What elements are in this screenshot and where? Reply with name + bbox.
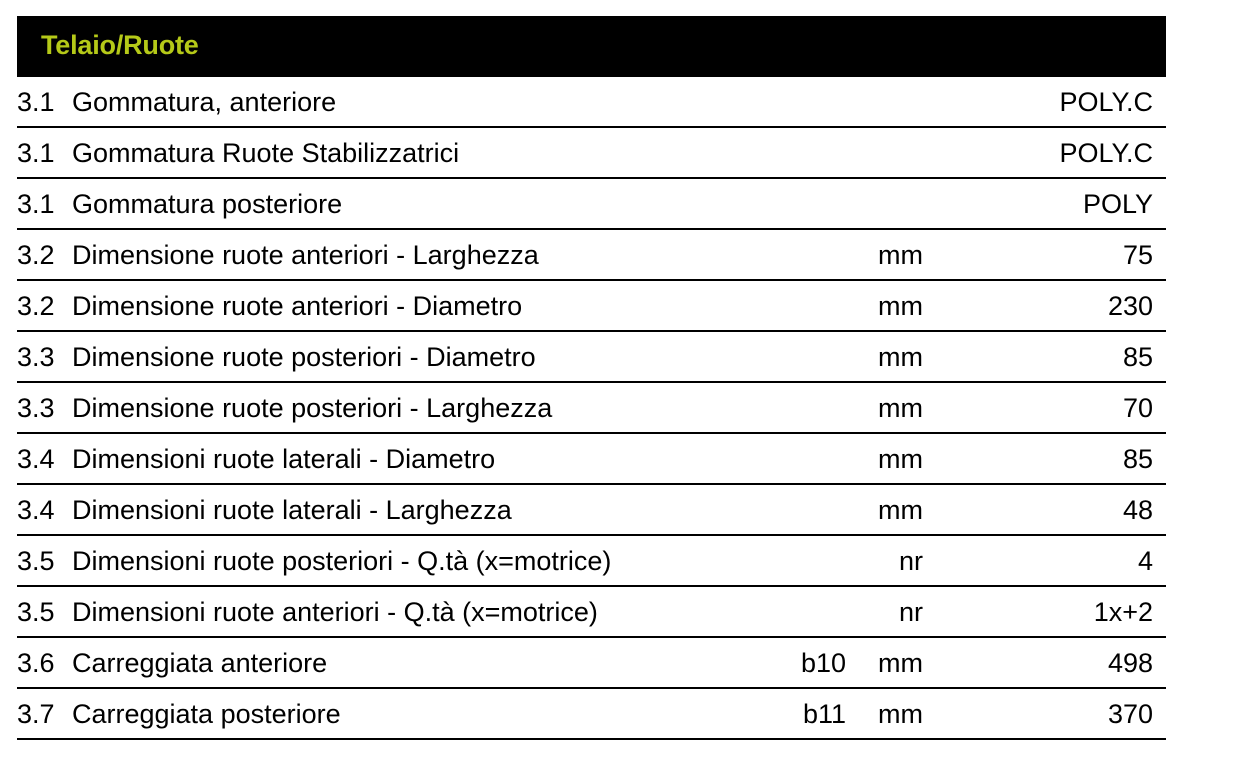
row-unit: mm [878,342,923,372]
row-number: 3.4 [17,495,55,525]
row-value: 230 [1107,291,1153,321]
row-value: POLY.C [1059,138,1153,168]
table-row [17,281,1166,332]
row-number: 3.2 [17,240,55,270]
table-row [17,689,1166,740]
row-number: 3.3 [17,342,55,372]
row-unit: mm [878,240,923,270]
row-label: Dimensioni ruote laterali - Larghezza [72,495,512,525]
row-unit: mm [878,648,923,678]
row-value: POLY [1082,189,1153,219]
row-number: 3.4 [17,444,55,474]
row-value: 498 [1107,648,1153,678]
row-label: Dimensione ruote anteriori - Larghezza [72,240,539,270]
row-label: Dimensione ruote posteriori - Larghezza [72,393,553,423]
row-number: 3.1 [17,189,55,219]
table-row [17,638,1166,689]
table-row [17,587,1166,638]
row-label: Dimensioni ruote anteriori - Q.tà (x=motrice) [72,597,598,627]
section-title: Telaio/Ruote [41,30,199,60]
table-row [17,128,1166,179]
row-unit: mm [878,699,923,729]
row-code: b11 [802,699,846,729]
row-value: 48 [1122,495,1153,525]
table-row [17,179,1166,230]
row-unit: nr [898,597,923,627]
row-value: 85 [1122,342,1153,372]
table-row [17,77,1166,128]
row-number: 3.3 [17,393,55,423]
row-value: 1x+2 [1093,597,1153,627]
row-label: Gommatura posteriore [72,189,343,219]
table-row [17,485,1166,536]
row-number: 3.5 [17,597,55,627]
row-label: Gommatura, anteriore [72,87,337,117]
table-row [17,332,1166,383]
row-label: Dimensioni ruote posteriori - Q.tà (x=motrice) [72,546,612,576]
row-value: 85 [1122,444,1153,474]
row-label: Dimensioni ruote laterali - Diametro [72,444,496,474]
row-value: 70 [1122,393,1153,423]
spec-table [17,16,1166,740]
row-number: 3.6 [17,648,55,678]
row-value: 75 [1122,240,1153,270]
row-unit: mm [878,444,923,474]
row-label: Gommatura Ruote Stabilizzatrici [72,138,460,168]
row-number: 3.7 [17,699,55,729]
table-row [17,383,1166,434]
row-label: Dimensione ruote anteriori - Diametro [72,291,523,321]
row-number: 3.1 [17,138,55,168]
table-row [17,536,1166,587]
table-row [17,434,1166,485]
row-unit: mm [878,291,923,321]
row-label: Carreggiata posteriore [72,699,341,729]
row-code: b10 [800,648,846,678]
row-value: 370 [1107,699,1153,729]
row-unit: nr [898,546,923,576]
row-number: 3.1 [17,87,55,117]
row-label: Carreggiata anteriore [72,648,328,678]
row-unit: mm [878,393,923,423]
row-number: 3.2 [17,291,55,321]
table-row [17,230,1166,281]
section-header [17,16,1166,77]
row-value: POLY.C [1059,87,1153,117]
row-unit: mm [878,495,923,525]
row-number: 3.5 [17,546,55,576]
row-label: Dimensione ruote posteriori - Diametro [72,342,536,372]
row-value: 4 [1137,546,1153,576]
